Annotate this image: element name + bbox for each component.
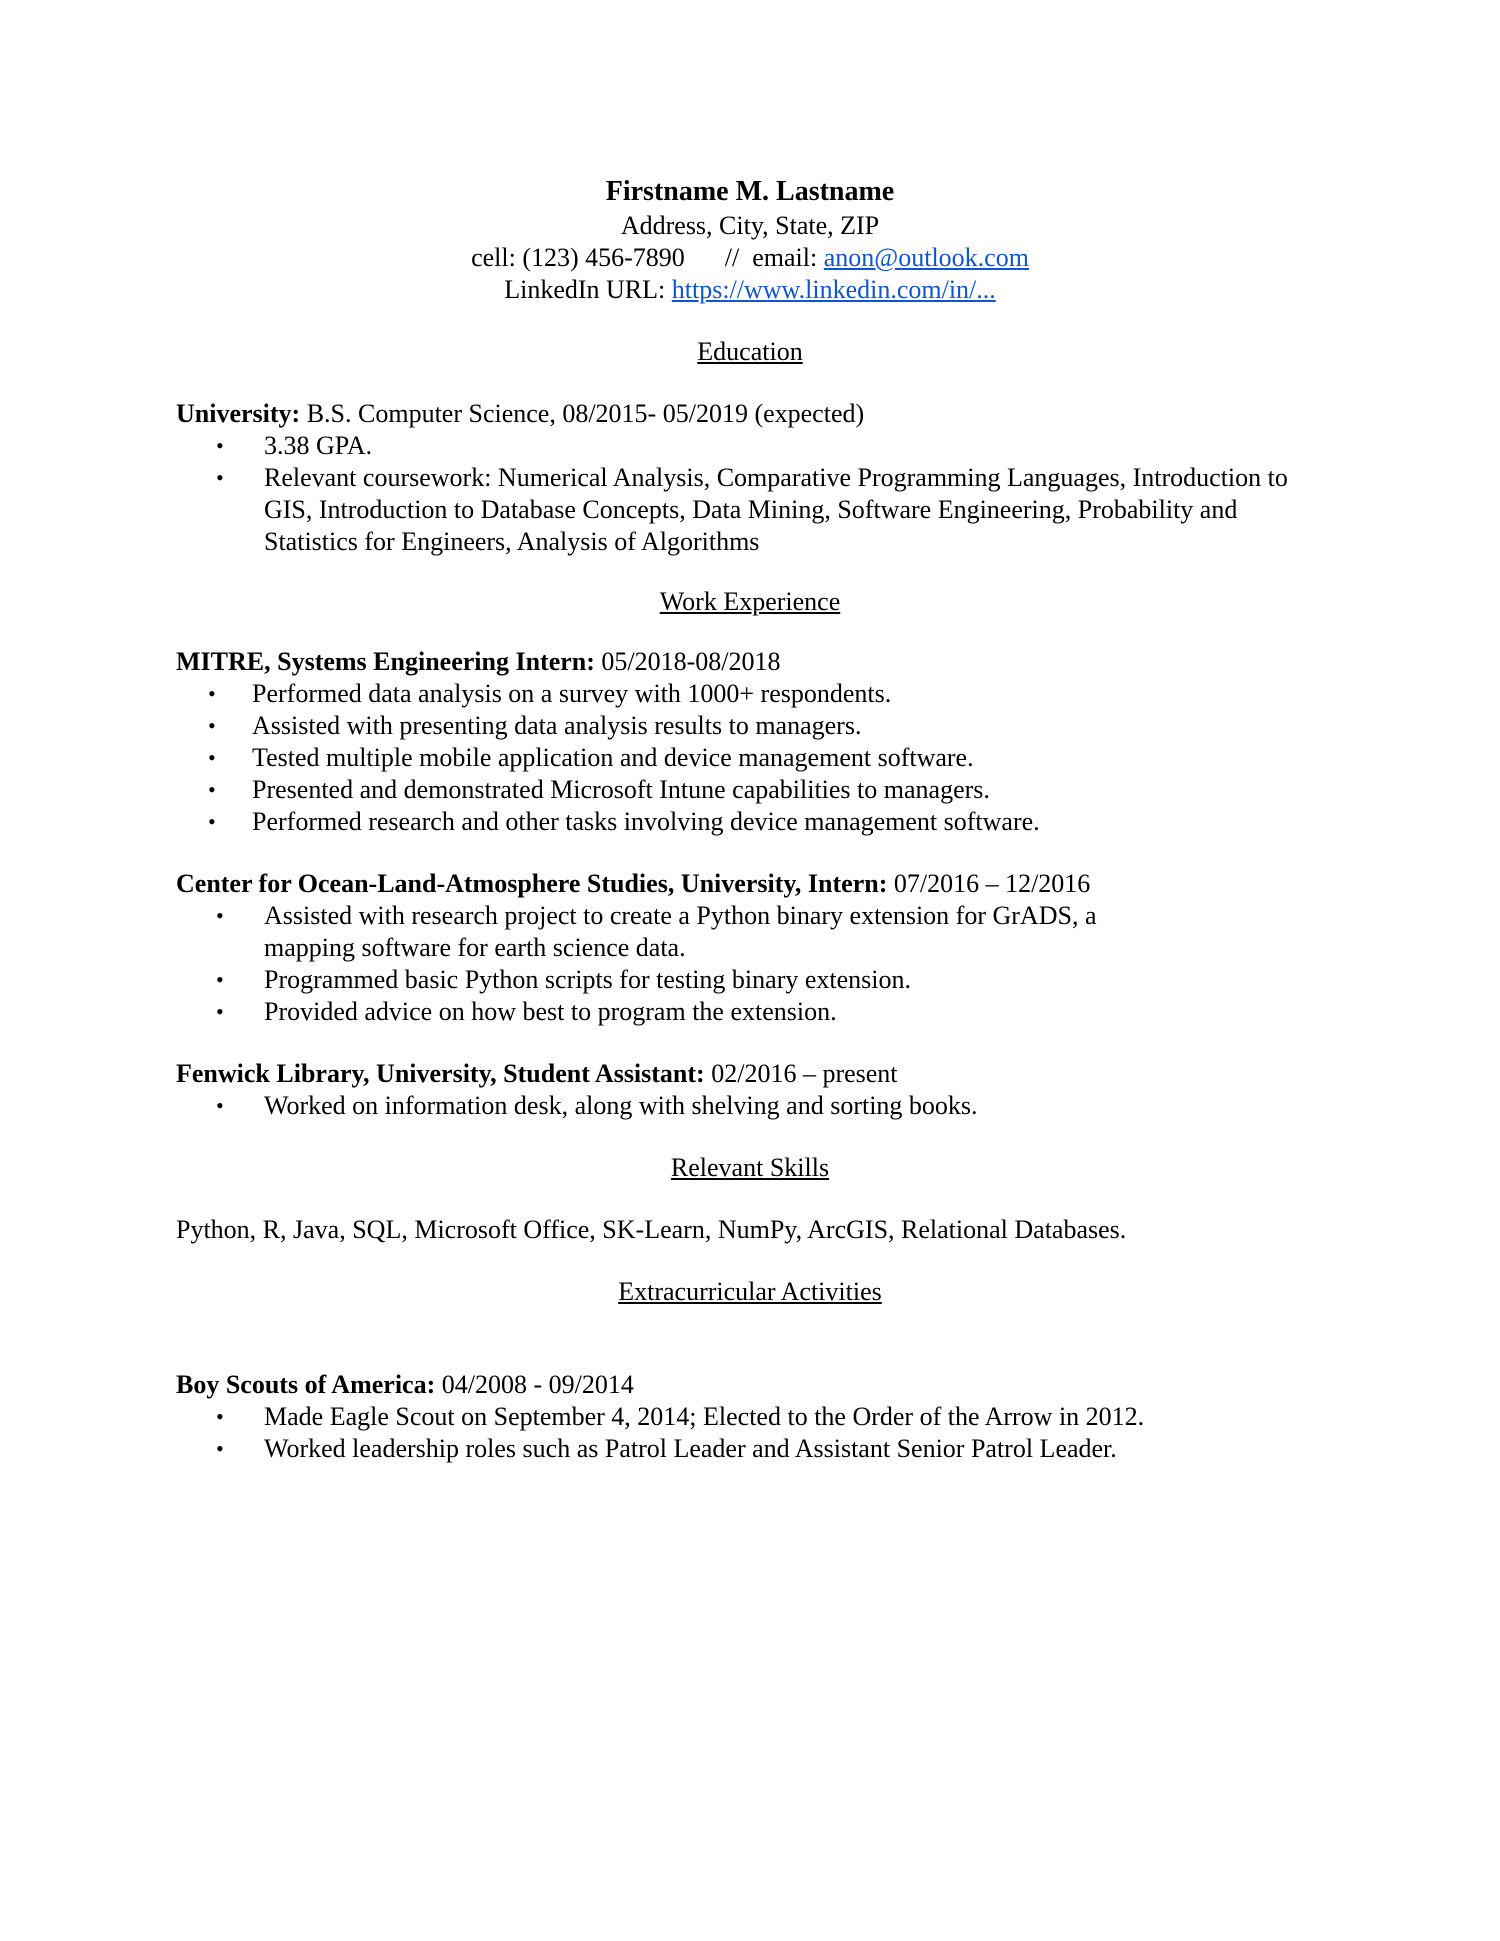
bullet-icon: •	[216, 903, 224, 928]
cell-phone: cell: (123) 456-7890	[471, 243, 685, 272]
linkedin-label: LinkedIn URL:	[504, 275, 666, 304]
list-item: • Performed research and other tasks involving device management software.	[208, 807, 1040, 836]
bullet-icon: •	[216, 1093, 224, 1118]
bullet-icon: •	[208, 777, 216, 802]
candidate-name: Firstname M. Lastname	[605, 176, 895, 207]
education-entry	[176, 398, 1324, 430]
job-entry-mitre	[176, 646, 1324, 678]
job-entry-fenwick	[176, 1058, 1324, 1090]
bullet-icon: •	[208, 809, 216, 834]
activities-heading: Extracurricular Activities	[618, 1277, 882, 1306]
job-list-fenwick	[176, 1090, 1324, 1122]
email-link[interactable]: anon@outlook.com	[823, 243, 1029, 272]
contact-line	[176, 242, 1324, 274]
bullet-icon: •	[216, 967, 224, 992]
job-dates: 05/2018-08/2018	[601, 647, 781, 676]
list-item: • Provided advice on how best to program the extension.	[216, 997, 837, 1026]
activity-entry	[176, 1369, 1324, 1401]
list-item: • Worked leadership roles such as Patrol Leader and Assistant Senior Patrol Leader.	[216, 1434, 1117, 1463]
org-label: Boy Scouts of America:	[176, 1370, 436, 1399]
bullet-icon: •	[216, 465, 224, 490]
email-label: email:	[752, 243, 818, 272]
skills-heading: Relevant Skills	[670, 1153, 830, 1182]
degree-text: B.S. Computer Science, 08/2015- 05/2019 (expected)	[306, 399, 865, 428]
bullet-icon: •	[208, 681, 216, 706]
bullet-icon: •	[216, 999, 224, 1024]
education-heading: Education	[697, 337, 803, 366]
job-list-mitre	[176, 678, 1324, 838]
job-heading: MITRE, Systems Engineering Intern:	[176, 647, 595, 676]
job-entry-cola	[176, 868, 1324, 900]
list-item: • Worked on information desk, along with shelving and sorting books.	[216, 1091, 978, 1120]
bullet-icon: •	[208, 713, 216, 738]
job-dates: 07/2016 – 12/2016	[893, 869, 1091, 898]
job-heading: Center for Ocean-Land-Atmosphere Studies, University, Intern:	[176, 869, 888, 898]
activity-list	[176, 1401, 1324, 1465]
list-item: • 3.38 GPA.	[216, 431, 373, 460]
resume-page	[176, 174, 1324, 1465]
linkedin-line	[176, 274, 1324, 306]
bullet-icon: •	[216, 1436, 224, 1461]
skills-text: Python, R, Java, SQL, Microsoft Office, SK-Learn, NumPy, ArcGIS, Relational Databases.	[176, 1215, 1127, 1244]
bullet-icon: •	[216, 1404, 224, 1429]
education-list	[176, 430, 1324, 558]
list-item: • Relevant coursework: Numerical Analysis, Comparative Programming Languages, Introduction to GIS, Introduction to Database Concepts, Data Mining, Software Engineering, Probability and Statistics for Engineers, Analysis of Algorithms	[216, 463, 1288, 556]
job-list-cola	[176, 900, 1324, 1028]
job-dates: 02/2016 – present	[711, 1059, 898, 1088]
resume-header	[176, 174, 1324, 306]
bullet-icon: •	[208, 745, 216, 770]
activity-dates: 04/2008 - 09/2014	[441, 1370, 634, 1399]
job-heading: Fenwick Library, University, Student Assistant:	[176, 1059, 705, 1088]
linkedin-link[interactable]: https://www.linkedin.com/in/...	[671, 275, 996, 304]
list-item: • Presented and demonstrated Microsoft Intune capabilities to managers.	[208, 775, 990, 804]
list-item: • Programmed basic Python scripts for testing binary extension.	[216, 965, 912, 994]
bullet-icon: •	[216, 433, 224, 458]
school-label: University:	[176, 399, 301, 428]
list-item: • Made Eagle Scout on September 4, 2014; Elected to the Order of the Arrow in 2012.	[216, 1402, 1145, 1431]
contact-separator: //	[724, 243, 740, 272]
list-item: • Performed data analysis on a survey with 1000+ respondents.	[208, 679, 892, 708]
list-item: • Tested multiple mobile application and device management software.	[208, 743, 974, 772]
list-item: • Assisted with presenting data analysis results to managers.	[208, 711, 862, 740]
list-item: • Assisted with research project to create a Python binary extension for GrADS, a mapping software for earth science data.	[216, 901, 1097, 962]
work-experience-heading: Work Experience	[659, 587, 841, 616]
address-line: Address, City, State, ZIP	[620, 211, 880, 240]
